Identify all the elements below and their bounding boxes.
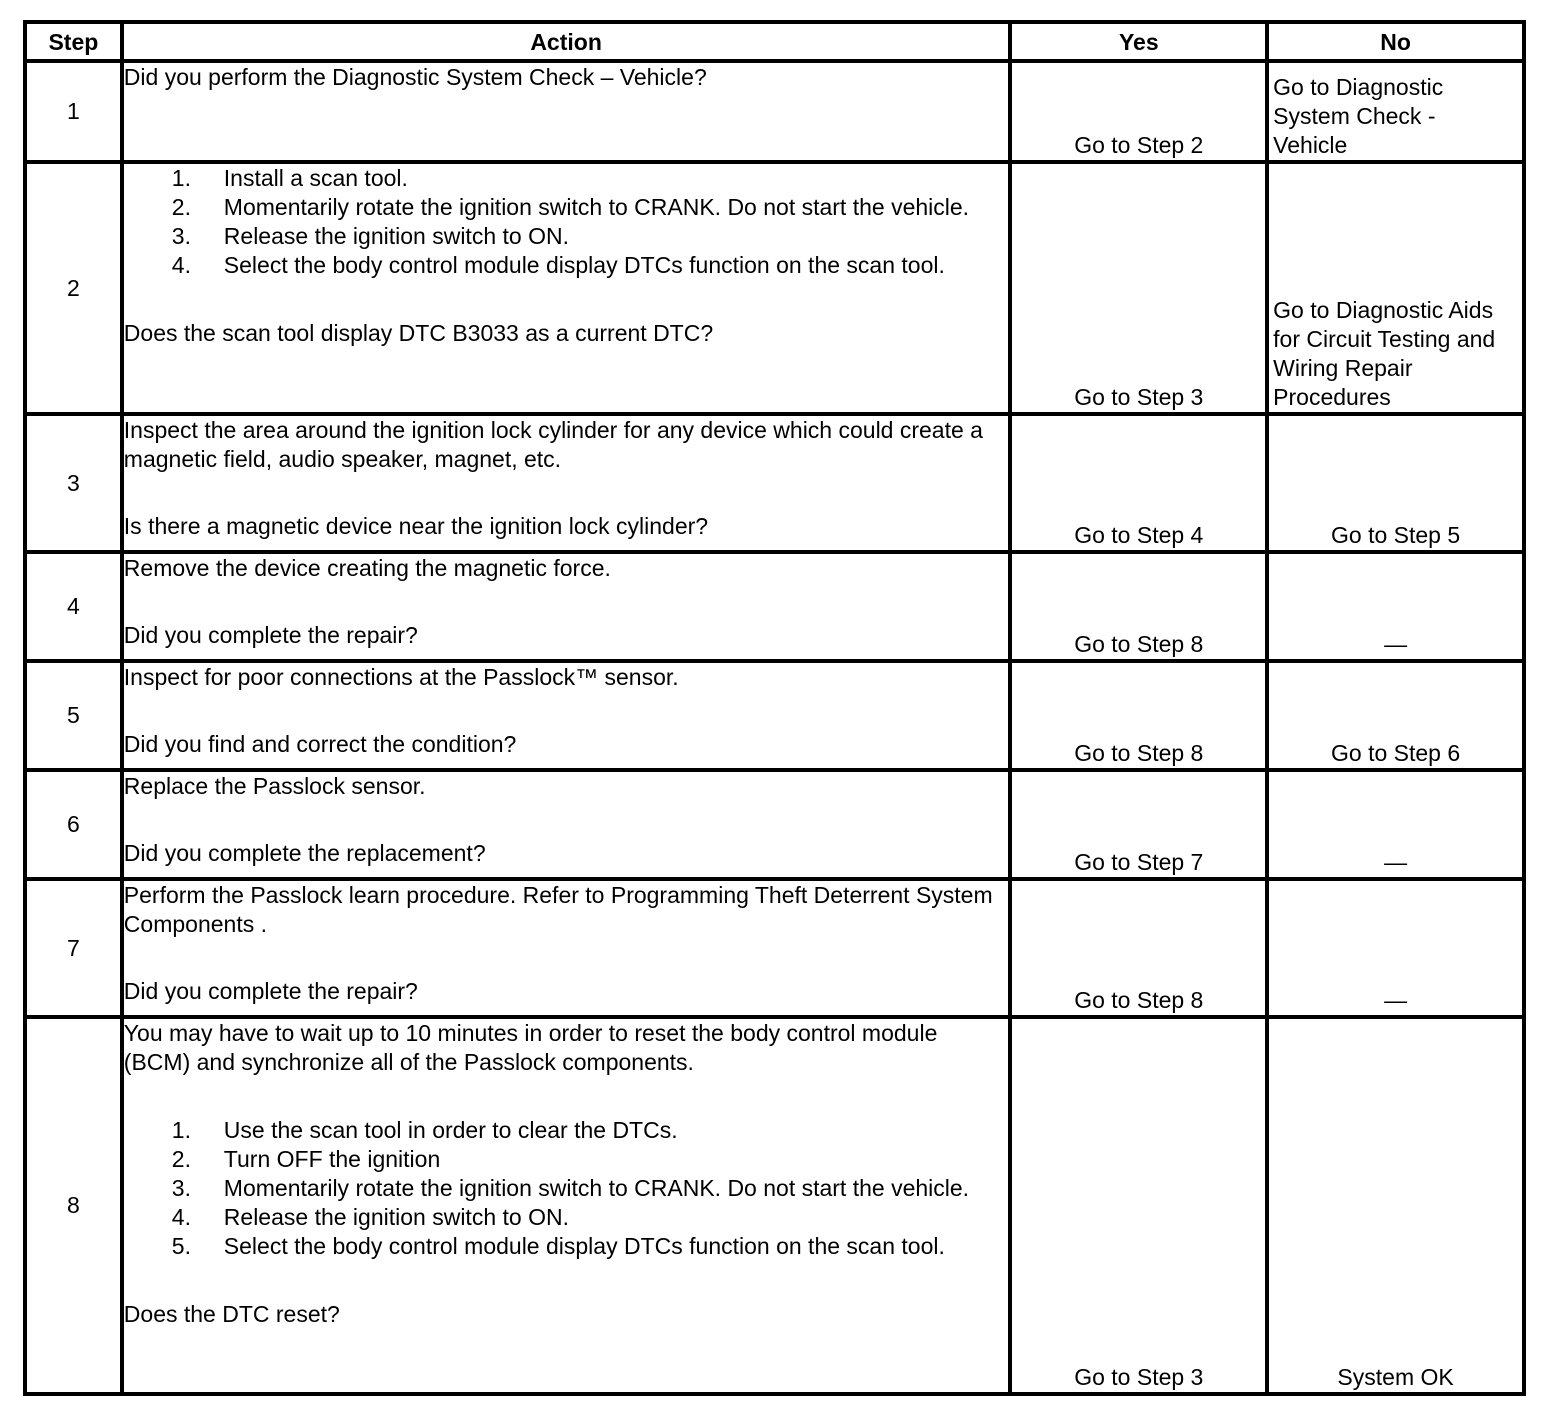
table-row-step-2: [25, 162, 1524, 414]
action-question: Did you find and correct the condition?: [123, 731, 517, 757]
yes-cell: Go to Step 7: [1010, 770, 1267, 879]
action-question: Does the DTC reset?: [123, 1301, 340, 1327]
list-item: 3. Release the ignition switch to ON.: [171, 223, 569, 249]
procedure-list: [124, 164, 1009, 280]
step-number: 1: [25, 61, 122, 162]
no-cell: Go to Step 6: [1267, 661, 1524, 770]
no-cell: System OK: [1267, 1017, 1524, 1394]
table-row-step-3: [25, 414, 1524, 552]
list-item: 2. Momentarily rotate the ignition switch to CRANK. Do not start the vehicle.: [171, 194, 970, 220]
procedure-list: [124, 1116, 1009, 1261]
list-item: 2. Turn OFF the ignition: [171, 1146, 441, 1172]
action-text: Replace the Passlock sensor.: [123, 773, 426, 799]
yes-cell: Go to Step 3: [1010, 162, 1267, 414]
step-number: 8: [25, 1017, 122, 1394]
header-yes: Yes: [1010, 22, 1267, 61]
yes-cell: Go to Step 3: [1010, 1017, 1267, 1394]
step-number: 6: [25, 770, 122, 879]
action-text: You may have to wait up to 10 minutes in order to reset the body control module (BCM) and synchronize all of the Passlock components.: [123, 1020, 938, 1075]
table-row-step-8: [25, 1017, 1524, 1394]
action-question: Did you complete the repair?: [123, 622, 418, 648]
action-text: Perform the Passlock learn procedure. Refer to Programming Theft Deterrent System Components .: [123, 882, 993, 937]
header-action: Action: [122, 22, 1011, 61]
action-text: Remove the device creating the magnetic force.: [123, 555, 611, 581]
action-cell: [122, 1017, 1011, 1394]
header-row: [25, 22, 1524, 61]
action-question: Is there a magnetic device near the ignition lock cylinder?: [123, 513, 709, 539]
step-number: 3: [25, 414, 122, 552]
yes-cell: Go to Step 8: [1010, 879, 1267, 1017]
no-cell: Go to Diagnostic Aids for Circuit Testing and Wiring Repair Procedures: [1267, 162, 1524, 414]
yes-cell: Go to Step 4: [1010, 414, 1267, 552]
no-cell: —: [1267, 770, 1524, 879]
action-question: Did you complete the replacement?: [123, 840, 486, 866]
table-row-step-7: [25, 879, 1524, 1017]
yes-cell: Go to Step 8: [1010, 661, 1267, 770]
action-cell: [122, 879, 1011, 1017]
list-item: 1. Use the scan tool in order to clear the DTCs.: [171, 1117, 678, 1143]
action-cell: [122, 414, 1011, 552]
step-number: 4: [25, 552, 122, 661]
list-item: 4. Release the ignition switch to ON.: [171, 1204, 569, 1230]
no-cell: —: [1267, 552, 1524, 661]
action-cell: [122, 552, 1011, 661]
list-item: 3. Momentarily rotate the ignition switch to CRANK. Do not start the vehicle.: [171, 1175, 970, 1201]
no-cell: Go to Step 5: [1267, 414, 1524, 552]
action-question: Does the scan tool display DTC B3033 as a current DTC?: [123, 320, 714, 346]
step-number: 5: [25, 661, 122, 770]
action-cell: [122, 162, 1011, 414]
action-text: Inspect for poor connections at the Passlock™ sensor.: [123, 664, 679, 690]
step-number: 7: [25, 879, 122, 1017]
yes-cell: Go to Step 8: [1010, 552, 1267, 661]
step-number: 2: [25, 162, 122, 414]
action-cell: [122, 61, 1011, 162]
no-cell: Go to Diagnostic System Check - Vehicle: [1267, 61, 1524, 162]
action-cell: [122, 770, 1011, 879]
list-item: 4. Select the body control module display DTCs function on the scan tool.: [171, 252, 945, 278]
no-cell: —: [1267, 879, 1524, 1017]
diagnostic-table: [23, 20, 1526, 1396]
header-no: No: [1267, 22, 1524, 61]
yes-cell: Go to Step 2: [1010, 61, 1267, 162]
action-text: Did you perform the Diagnostic System Check – Vehicle?: [123, 64, 707, 90]
list-item: 1. Install a scan tool.: [171, 165, 408, 191]
header-step: Step: [25, 22, 122, 61]
action-question: Did you complete the repair?: [123, 978, 418, 1004]
table-row-step-5: [25, 661, 1524, 770]
table-row-step-6: [25, 770, 1524, 879]
table-row-step-4: [25, 552, 1524, 661]
action-text: Inspect the area around the ignition lock cylinder for any device which could create a magnetic field, audio speaker, magnet, etc.: [123, 417, 983, 472]
list-item: 5. Select the body control module display DTCs function on the scan tool.: [171, 1233, 945, 1259]
action-cell: [122, 661, 1011, 770]
table-row-step-1: [25, 61, 1524, 162]
